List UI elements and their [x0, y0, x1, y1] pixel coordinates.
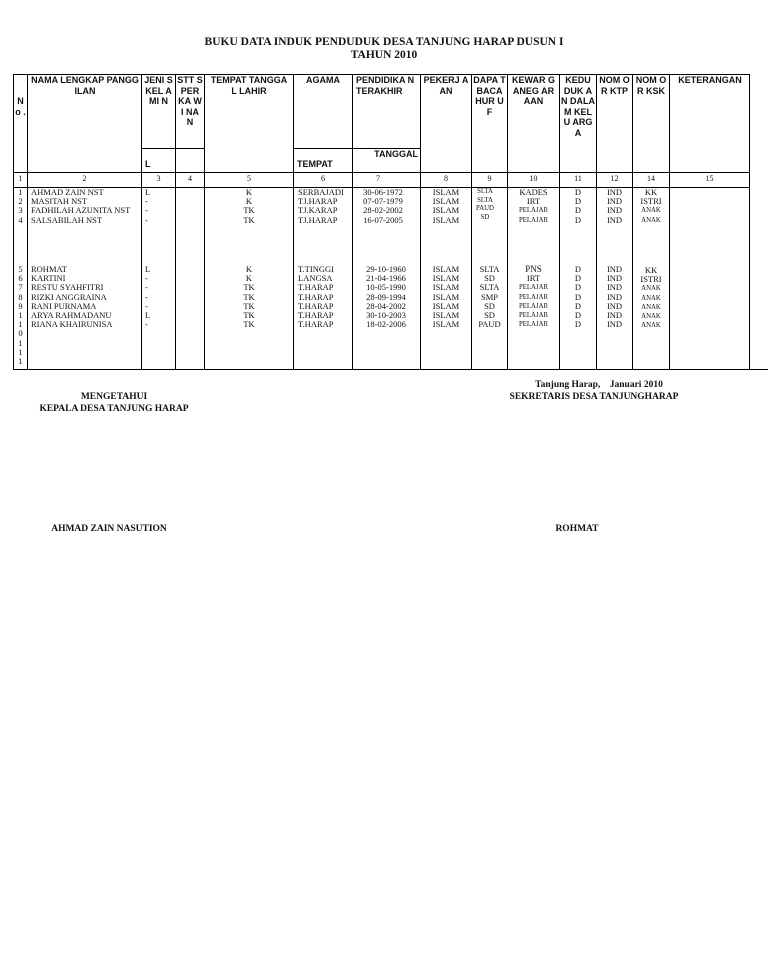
header-jenis-kelamin: JENI S KEL AMI N — [144, 75, 173, 106]
col-number: 9 — [487, 174, 492, 183]
agama-list: ISLAM ISLAM ISLAM ISLAM — [432, 187, 460, 225]
status-list: K K TK TK TK TK TK — [243, 264, 255, 330]
col-number: 4 — [188, 174, 192, 183]
header-agama: AGAMA — [306, 75, 340, 85]
col-number: 10 — [529, 174, 538, 183]
col-number: 12 — [610, 174, 619, 183]
right-signature-name: ROHMAT — [555, 524, 599, 534]
header-nomor-ktp: NOM OR KTP — [599, 75, 630, 96]
row-numbers: 1 2 3 4 — [18, 187, 23, 225]
left-signature-name: AHMAD ZAIN NASUTION — [51, 524, 167, 534]
col-number: 8 — [444, 174, 448, 183]
header-nomor-ksk: NOM OR KSK — [635, 75, 667, 96]
jenis-kelamin-list: L - - - - L - — [145, 264, 151, 330]
hubungan-keluarga-list: KK ISTRI ANAK ANAK ANAK ANAK ANAK — [640, 265, 662, 330]
header-no: N o . — [15, 96, 26, 117]
agama-list: ISLAM ISLAM ISLAM ISLAM ISLAM ISLAM ISLAM — [432, 264, 460, 330]
header-kewarganegaraan: KEWAR GANEG ARAAN — [511, 75, 555, 106]
pendidikan-list: SLTA SLTA PAUD SD — [476, 188, 494, 221]
tempat-lahir-list: SERBAJADI TJ.HARAP TJ.KARAP TJ.HARAP — [298, 187, 344, 225]
header-tempat-tanggal-lahir: TEMPAT TANGGAL LAHIR — [210, 75, 288, 96]
jenis-kelamin-list: L - - - — [145, 187, 151, 225]
tempat-lahir-list: T.TINGGI LANGSA T.HARAP T.HARAP T.HARAP T.HARAP T.HARAP — [298, 264, 334, 330]
header-kedudukan-dalam-keluarga: KEDU DUK AN DALA M KELU ARG A — [561, 75, 595, 138]
col-number: 3 — [156, 174, 161, 183]
left-signature-label: MENGETAHUI — [80, 392, 148, 402]
header-dapat-baca-huruf: DAPA T BACA HUR UF — [473, 75, 506, 117]
pekerjaan-list: PNS IRT PELAJAR PELAJAR PELAJAR PELAJAR PELAJAR — [518, 264, 549, 329]
kedudukan-list: D D D D D D D — [574, 264, 582, 330]
col-number: 7 — [376, 174, 380, 183]
col-number: 5 — [247, 174, 251, 183]
document-year: TAHUN 2010 — [350, 49, 418, 61]
header-jenis-kelamin-sub: L — [145, 159, 151, 169]
header-tanggal-sub: TANGGAL — [374, 149, 418, 159]
col-number: 2 — [82, 174, 87, 183]
nama-list: AHMAD ZAIN NST MASITAH NST FADHILAH AZUNITA NST SALSABILAH NST — [31, 187, 131, 225]
header-pendidikan: PENDIDIKA N TERAKHIR — [356, 75, 415, 96]
header-nama: NAMA LENGKAP PANGGILAN — [31, 75, 139, 96]
tanggal-lahir-list: 29-10-1960 21-04-1966 10-05-1990 28-09-1994 28-04-2002 30-10-2003 18-02-2006 — [366, 264, 406, 330]
col-number: 6 — [321, 174, 325, 183]
document-title: BUKU DATA INDUK PENDUDUK DESA TANJUNG HARAP DUSUN I — [204, 36, 564, 48]
tanggal-lahir-list: 30-06-1972 07-07-1979 28-02-2002 16-07-2005 — [363, 187, 403, 225]
pendidikan-list: SLTA SD SLTA SMP SD SD PAUD — [478, 264, 501, 330]
kedudukan-list: D D D D — [574, 187, 582, 225]
right-signature-role: SEKRETARIS DESA TANJUNGHARAP — [509, 392, 679, 402]
pekerjaan-list: KADES IRT PELAJAR PELAJAR — [518, 187, 549, 224]
status-list: K K TK TK — [243, 187, 255, 225]
header-keterangan: KETERANGAN — [678, 75, 742, 85]
header-tempat-sub: TEMPAT — [297, 159, 333, 169]
row-numbers: 5 6 7 8 9 1 1 0 1 1 1 — [18, 264, 23, 367]
header-pekerjaan: PEKERJ AAN — [423, 75, 469, 96]
nama-list: ROHMAT KARTINI RESTU SYAHFITRI RIZKI ANGGRAINA RANI PURNAMA ARYA RAHMADANU RIANA KHAIRUNISA — [31, 264, 113, 330]
kewarganegaraan-list: IND IND IND IND — [606, 187, 623, 225]
col-number: 11 — [574, 174, 582, 183]
kewarganegaraan-list: IND IND IND IND IND IND IND — [606, 264, 623, 330]
col-number: 14 — [647, 174, 655, 183]
left-signature-role: KEPALA DESA TANJUNG HARAP — [39, 404, 189, 414]
col-number: 1 — [18, 174, 23, 183]
hubungan-keluarga-list: KK ISTRI ANAK ANAK — [640, 187, 662, 224]
col-number: 15 — [705, 174, 714, 183]
header-status-perkawinan: STT S PER KA WI NA N — [177, 75, 203, 127]
right-signature-place-date: Tanjung Harap, Januari 2010 — [535, 380, 663, 390]
